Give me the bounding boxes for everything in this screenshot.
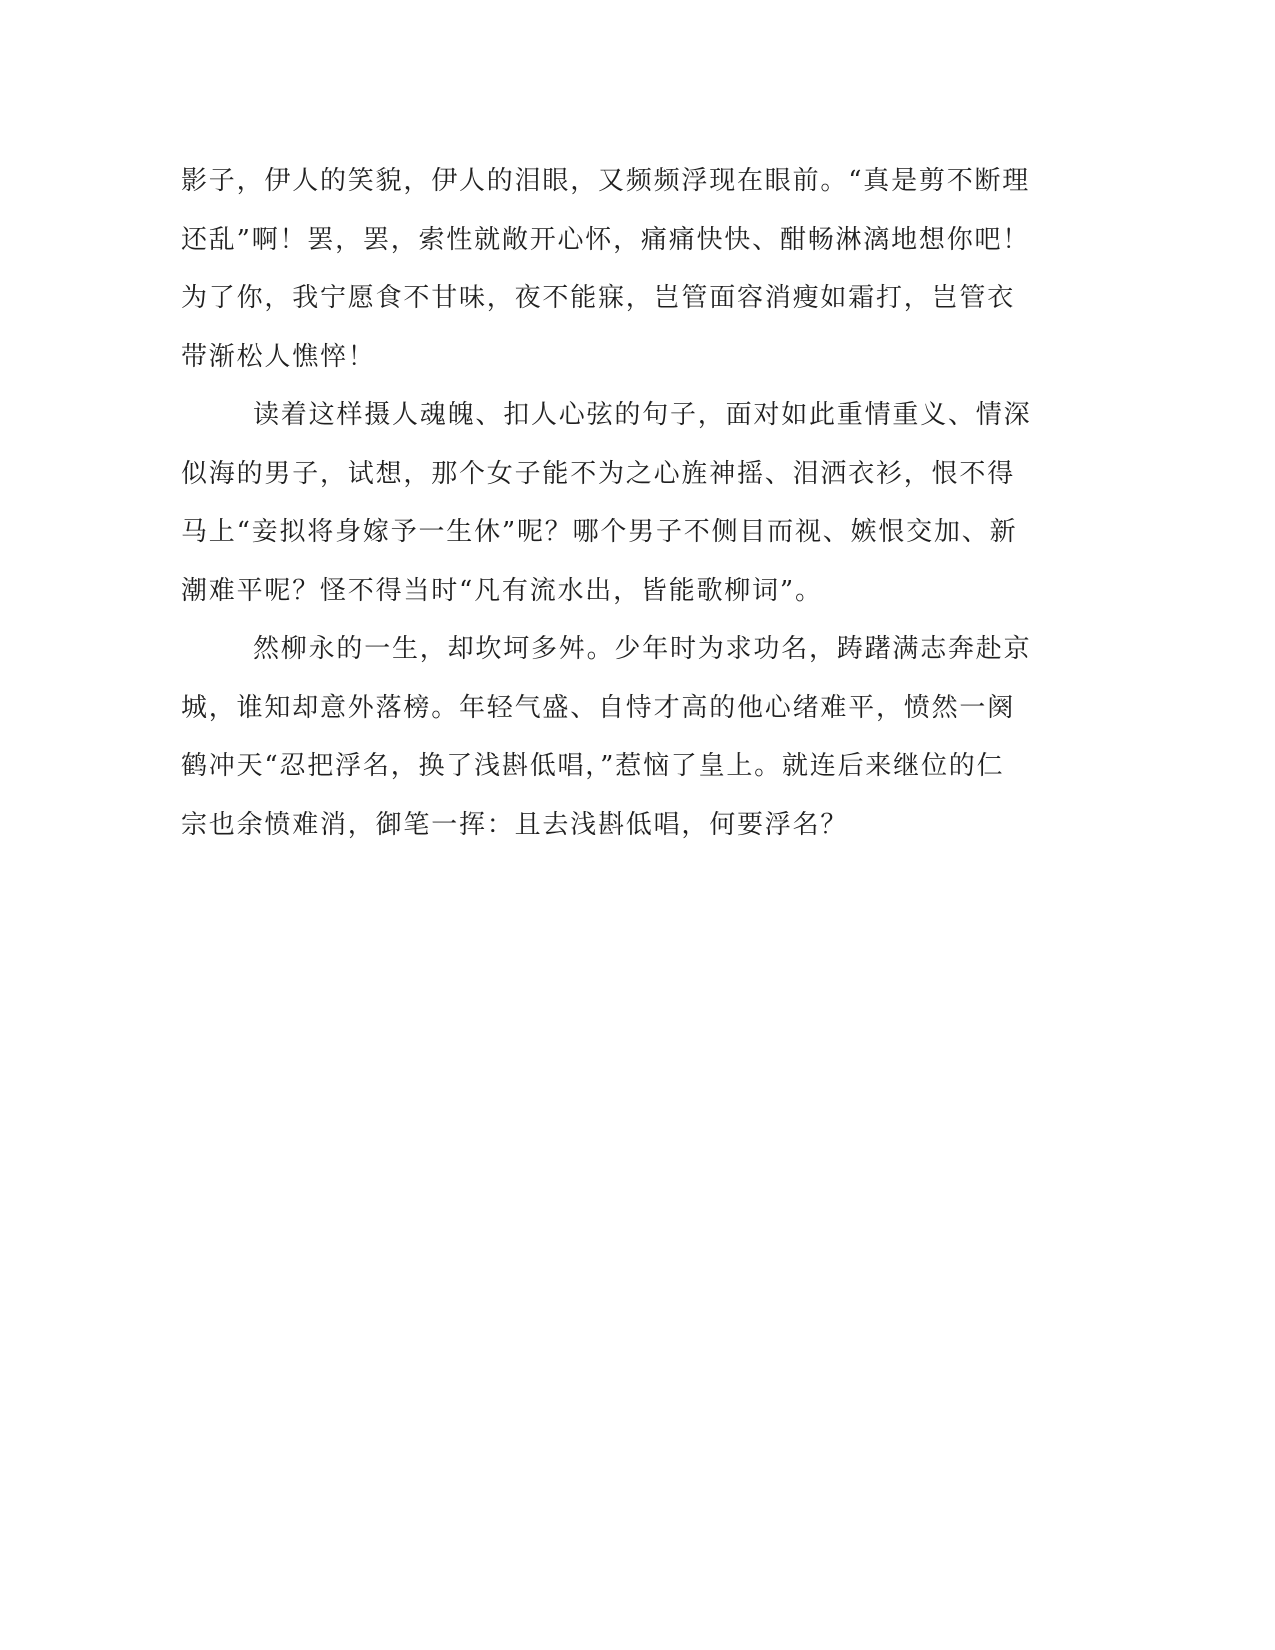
text-line: 还乱”啊！罢，罢，索性就敞开心怀，痛痛快快、酣畅淋漓地想你吧！ xyxy=(181,224,1031,255)
text-line: 马上“妾拟将身嫁予一生休”呢？哪个男子不侧目而视、嫉恨交加、新 xyxy=(181,517,1018,547)
text-line: 宗也余愤难消，御笔一挥：且去浅斟低唱，何要浮名？ xyxy=(181,809,849,840)
text-line: 影子，伊人的笑貌，伊人的泪眼，又频频浮现在眼前。“真是剪不断理 xyxy=(181,166,1031,196)
text-line: 城，谁知却意外落榜。年轻气盛、自恃才高的他心绪难平，愤然一阕 xyxy=(181,692,1016,723)
text-line: 鹤冲天“忍把浮名，换了浅斟低唱，”惹恼了皇上。就连后来继位的仁 xyxy=(181,751,1005,781)
text-line: 读着这样摄人魂魄、扣人心弦的句子，面对如此重情重义、情深 xyxy=(253,400,1032,430)
text-line: 然柳永的一生，却坎坷多舛。少年时为求功名，踌躇满志奔赴京 xyxy=(253,634,1032,664)
text-line: 潮难平呢？怪不得当时“凡有流水出，皆能歌柳词”。 xyxy=(181,575,823,606)
text-line: 带渐松人憔悴！ xyxy=(181,341,376,372)
document-body xyxy=(181,152,1041,854)
paragraph-1 xyxy=(181,152,1041,386)
paragraph-3 xyxy=(181,620,1041,854)
text-line: 似海的男子，试想，那个女子能不为之心旌神摇、泪洒衣衫，恨不得 xyxy=(181,458,1016,489)
text-line: 为了你，我宁愿食不甘味，夜不能寐，岂管面容消瘦如霜打，岂管衣 xyxy=(181,283,1016,313)
paragraph-2 xyxy=(181,386,1041,620)
